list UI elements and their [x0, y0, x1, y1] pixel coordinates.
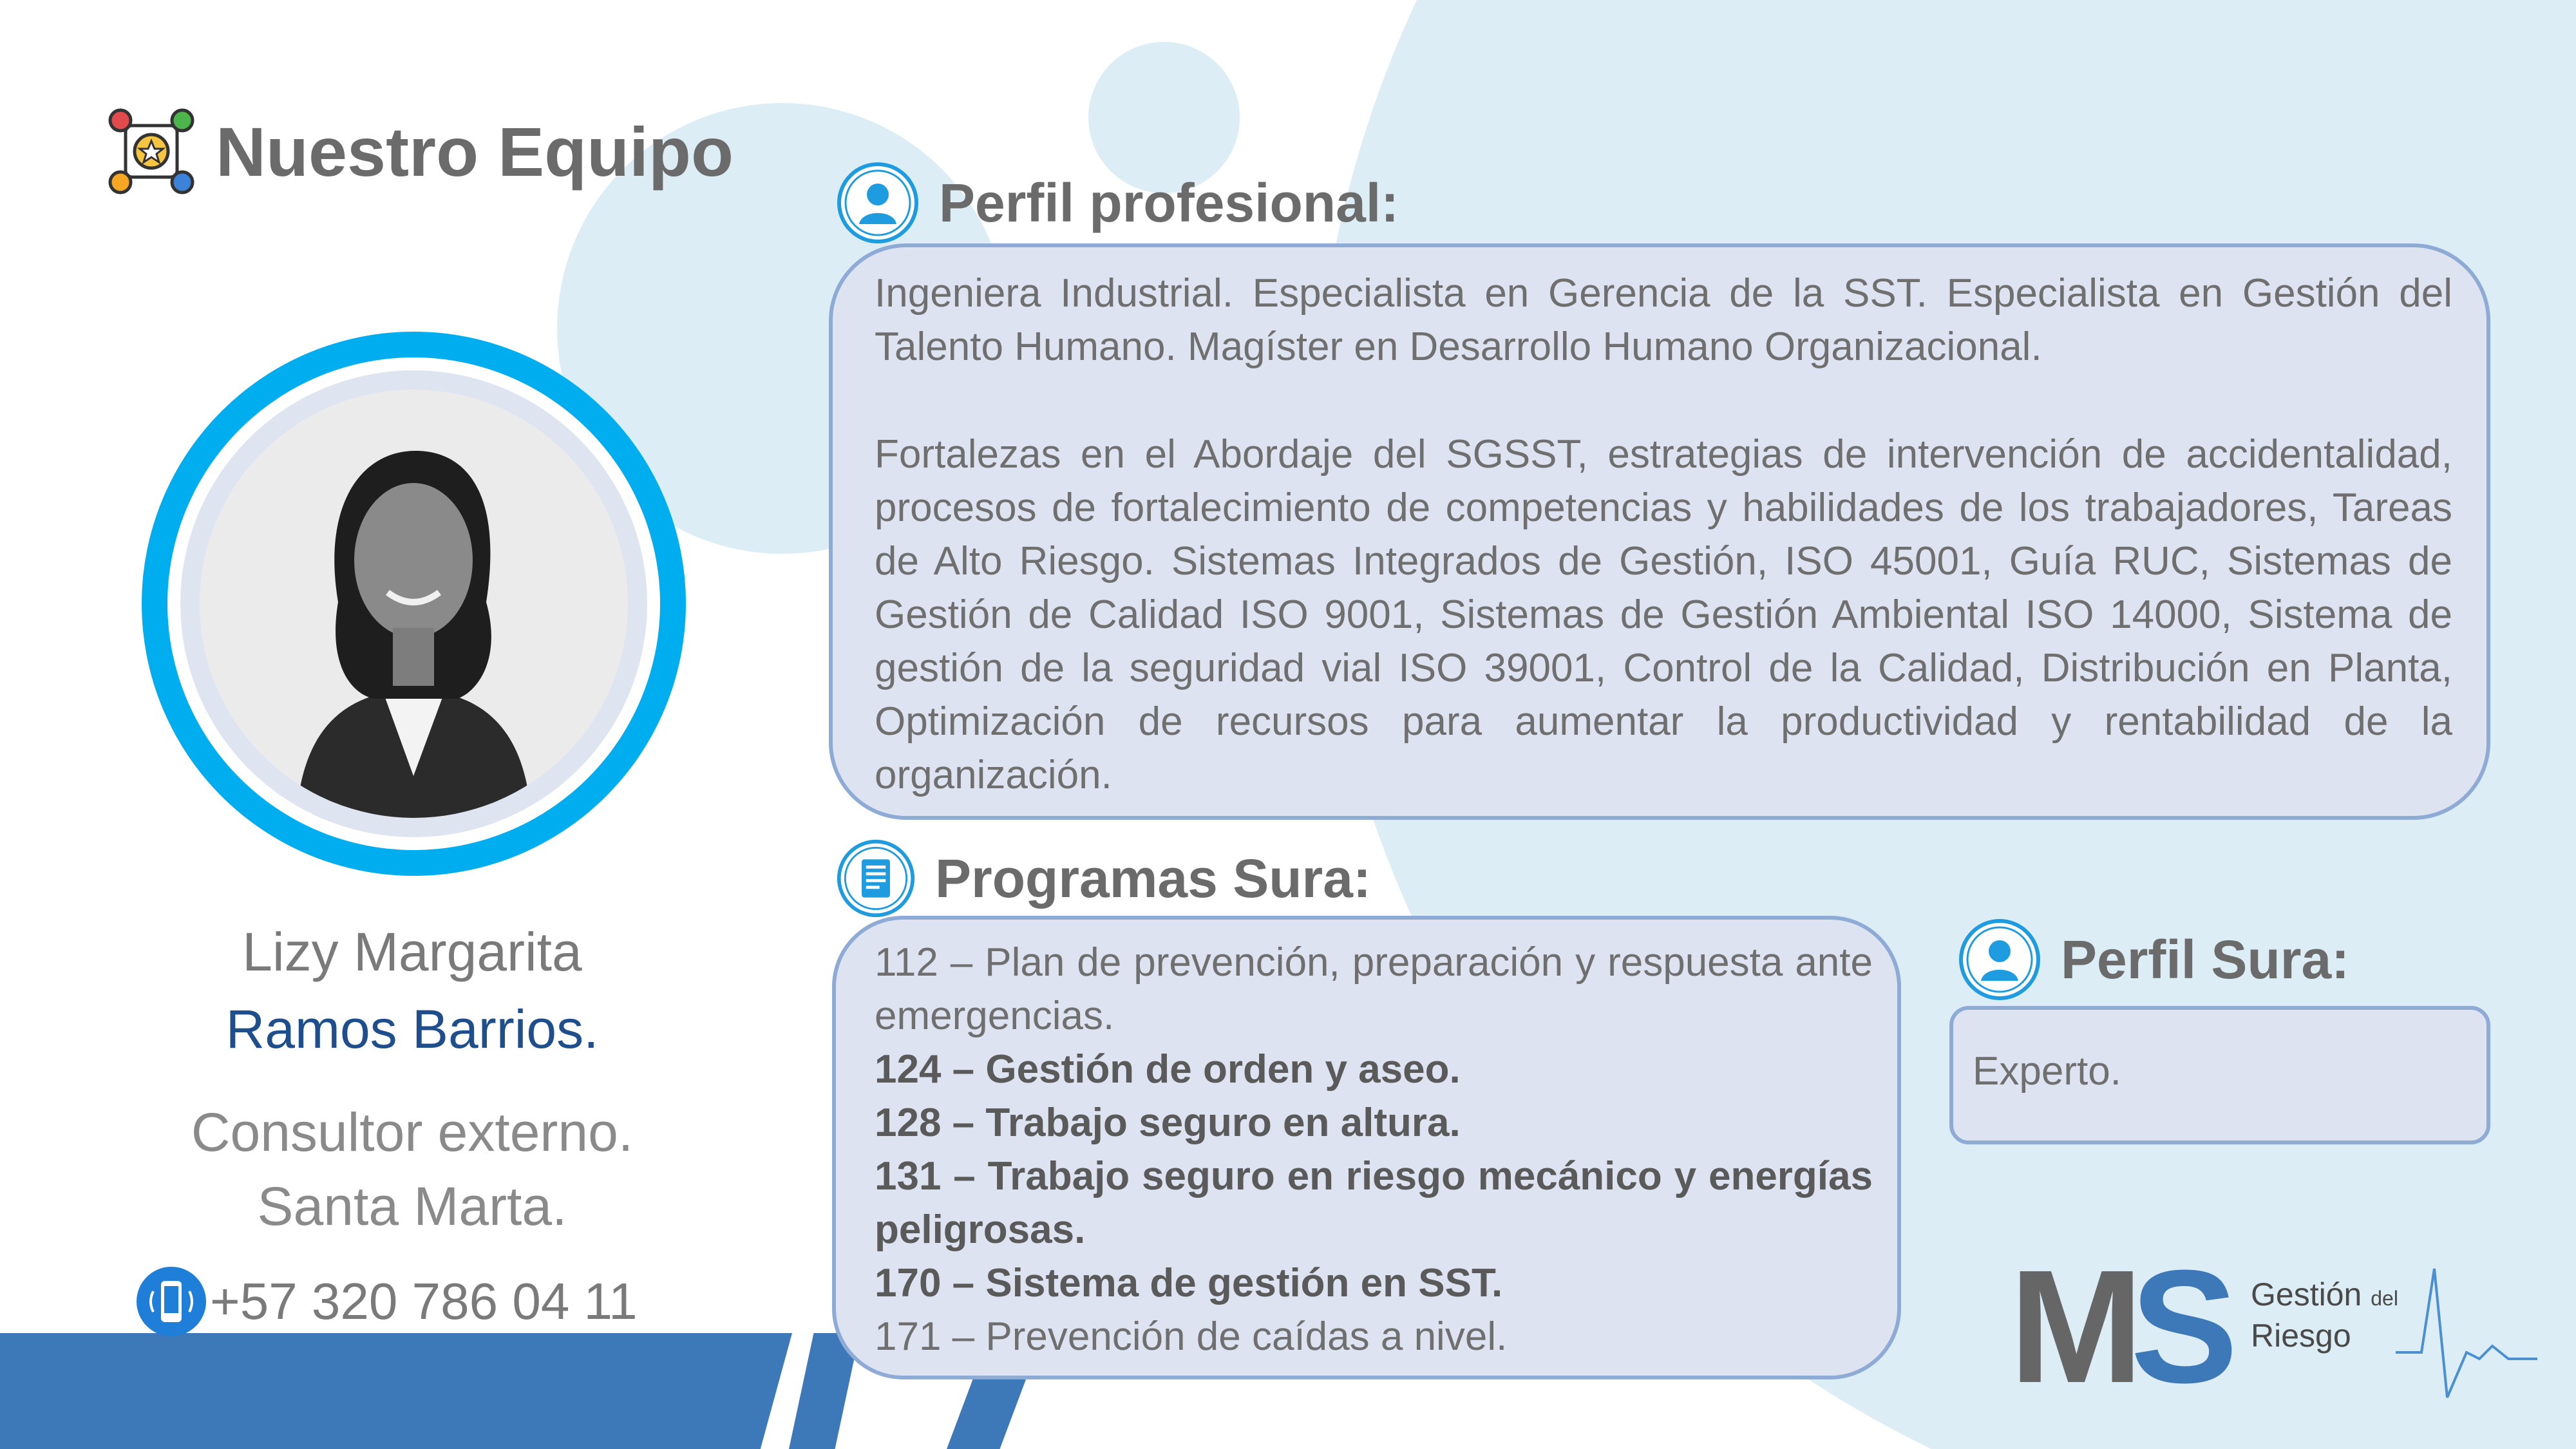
- sura-profile-heading: [1958, 918, 2349, 1001]
- sura-profile-title: Perfil Sura:: [2061, 929, 2350, 990]
- program-item: 131 – Trabajo seguro en riesgo mecánico y energías peligrosas.: [875, 1154, 1873, 1252]
- program-item: 171 – Prevención de caídas a nivel.: [875, 1314, 1508, 1359]
- phone-number: +57 320 786 04 11: [210, 1273, 638, 1330]
- user-icon: [1958, 918, 2041, 1001]
- profile-paragraph: Ingeniera Industrial. Especialista en Gerencia de la SST. Especialista en Gestión del Talento Humano. Magíster en Desarrollo Humano Organizacional.: [875, 271, 2452, 369]
- person-city: Santa Marta.: [257, 1176, 567, 1236]
- profile-photo: [200, 390, 628, 818]
- profile-paragraph: Fortalezas en el Abordaje del SGSST, estrategias de intervención de accidentalidad, procesos de fortalecimiento de competencias y habilidades de los trabajadores, Tareas de Alto Riesgo. Sistemas Integrados de Gestión, ISO 45001, Guía RUC, Sistemas de Gestión de Calidad ISO 9001, Sistemas de Gestión Ambiental ISO 14000, Sistema de gestión de la seguridad vial ISO 39001, Control de la Calidad, Distribución en Planta, Optimización de recursos para aumentar la productividad y rentabilidad de la organización.: [875, 432, 2452, 797]
- programs-section-heading: [836, 838, 1371, 918]
- program-item: 112 – Plan de prevención, preparación y respuesta ante emergencias.: [875, 940, 1873, 1038]
- programs-list: [875, 936, 1873, 1363]
- sura-profile-value: Experto.: [1973, 1049, 2121, 1094]
- program-item: 128 – Trabajo seguro en altura.: [875, 1101, 1461, 1145]
- team-icon: [106, 106, 196, 196]
- sura-profile-box: [1949, 1006, 2490, 1144]
- page-header: [106, 106, 734, 196]
- profile-section-title: Perfil profesional:: [939, 172, 1399, 233]
- profile-section-heading: [836, 161, 1399, 245]
- profile-photo-frame: [142, 332, 686, 876]
- person-last-name: Ramos Barrios.: [225, 999, 599, 1059]
- mobile-phone-icon: [135, 1265, 207, 1338]
- company-logo: [2009, 1236, 2398, 1416]
- phone-contact[interactable]: [135, 1265, 638, 1338]
- program-item: 124 – Gestión de orden y aseo.: [875, 1047, 1461, 1092]
- heartbeat-line-icon: [2396, 1262, 2537, 1404]
- programs-section-title: Programas Sura:: [935, 848, 1371, 909]
- programs-box: [832, 916, 1901, 1379]
- bottom-banner: [0, 1333, 792, 1449]
- user-icon: [836, 161, 920, 245]
- program-item: 170 – Sistema de gestión en SST.: [875, 1261, 1503, 1305]
- logo-letter-s: S: [2130, 1236, 2226, 1416]
- person-role: Consultor externo.: [191, 1102, 634, 1162]
- profile-box: [829, 243, 2490, 820]
- logo-word-small: del: [2371, 1287, 2398, 1310]
- page-title: Nuestro Equipo: [216, 112, 734, 191]
- person-first-name: Lizy Margarita: [242, 922, 582, 982]
- logo-word: Riesgo: [2251, 1318, 2351, 1354]
- logo-letter-m: M: [2009, 1236, 2131, 1416]
- document-icon: [836, 838, 916, 918]
- logo-word: Gestión: [2251, 1276, 2362, 1312]
